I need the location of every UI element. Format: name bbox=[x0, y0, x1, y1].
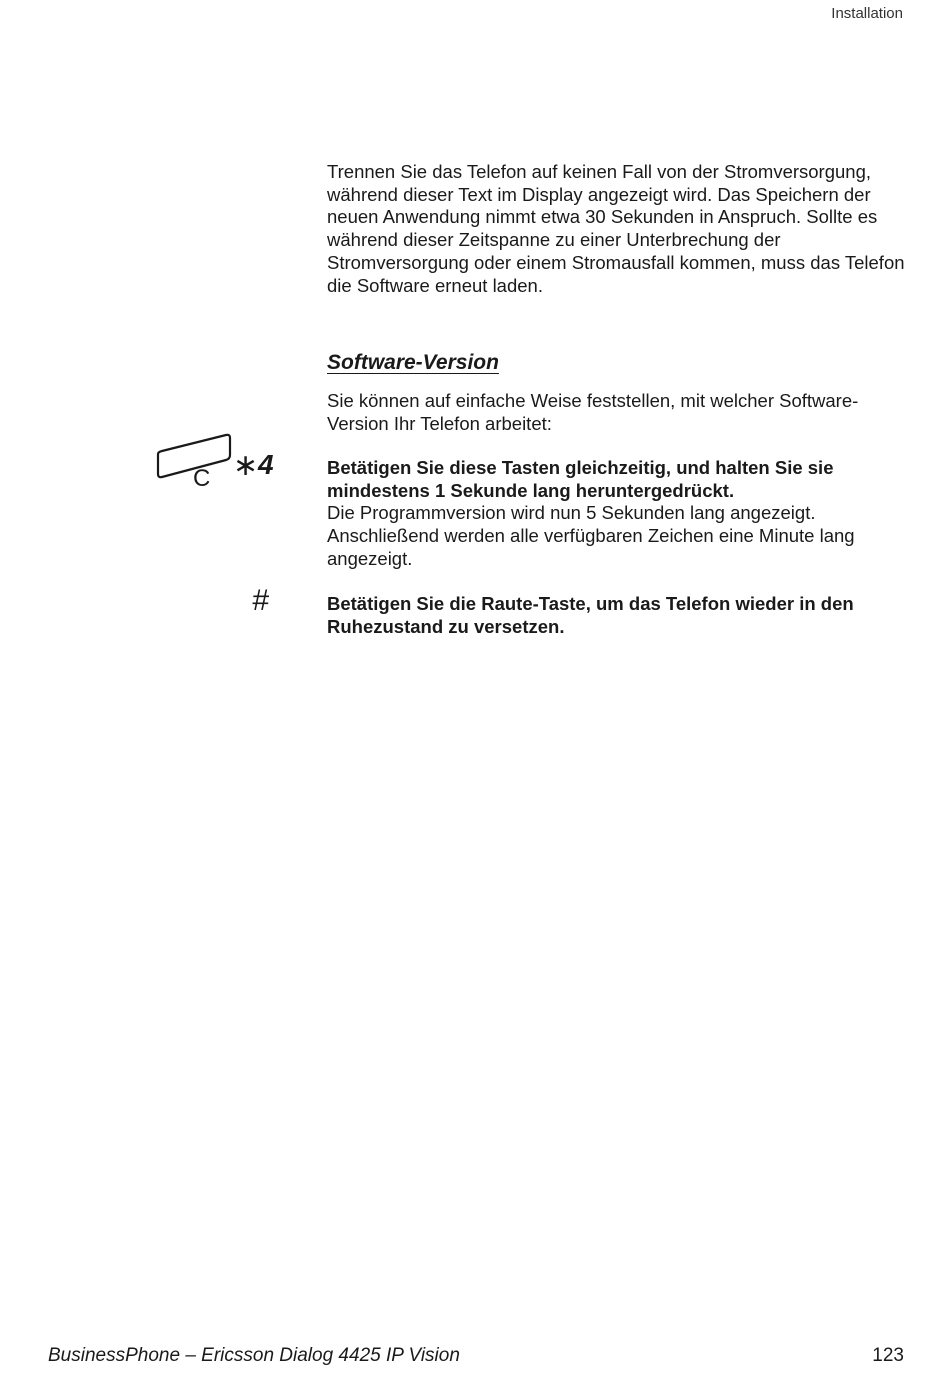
hash-key-icon: # bbox=[252, 584, 269, 617]
intro-paragraph: Trennen Sie das Telefon auf keinen Fall von der Stromversorgung, während dieser Text im Display angezeigt wird. Das Speichern der neuen Anwendung nimmt etwa 30 Sekunden in Anspruch. Sollte es während dieser Zeitspanne zu einer Unterbrechung der Stromversorgung oder einem Stromausfall kommen, muss das Telefon die Software erneut laden. bbox=[327, 161, 905, 296]
page-number: 123 bbox=[872, 1345, 904, 1366]
footer-title: BusinessPhone – Ericsson Dialog 4425 IP Vision bbox=[48, 1345, 460, 1366]
step-1 bbox=[327, 457, 907, 571]
digit-four-key-icon: 4 bbox=[258, 449, 274, 480]
step-2 bbox=[327, 593, 907, 638]
star-key-icon: ∗ bbox=[233, 449, 259, 482]
section-heading: Software-Version bbox=[327, 351, 499, 374]
clear-key-label: C bbox=[193, 465, 211, 492]
step-1-instruction: Betätigen Sie diese Tasten gleichzeitig, und halten Sie sie mindestens 1 Sekunde lang heruntergedrückt. bbox=[327, 457, 834, 501]
header-section-label: Installation bbox=[831, 5, 903, 22]
step-1-detail: Die Programmversion wird nun 5 Sekunden lang angezeigt. Anschließend werden alle verfügbaren Zeichen eine Minute lang angezeigt. bbox=[327, 502, 855, 569]
section-lead: Sie können auf einfache Weise feststellen, mit welcher Software-Version Ihr Telefon arbeitet: bbox=[327, 390, 859, 434]
step-2-instruction: Betätigen Sie die Raute-Taste, um das Telefon wieder in den Ruhezustand zu versetzen. bbox=[327, 593, 854, 637]
